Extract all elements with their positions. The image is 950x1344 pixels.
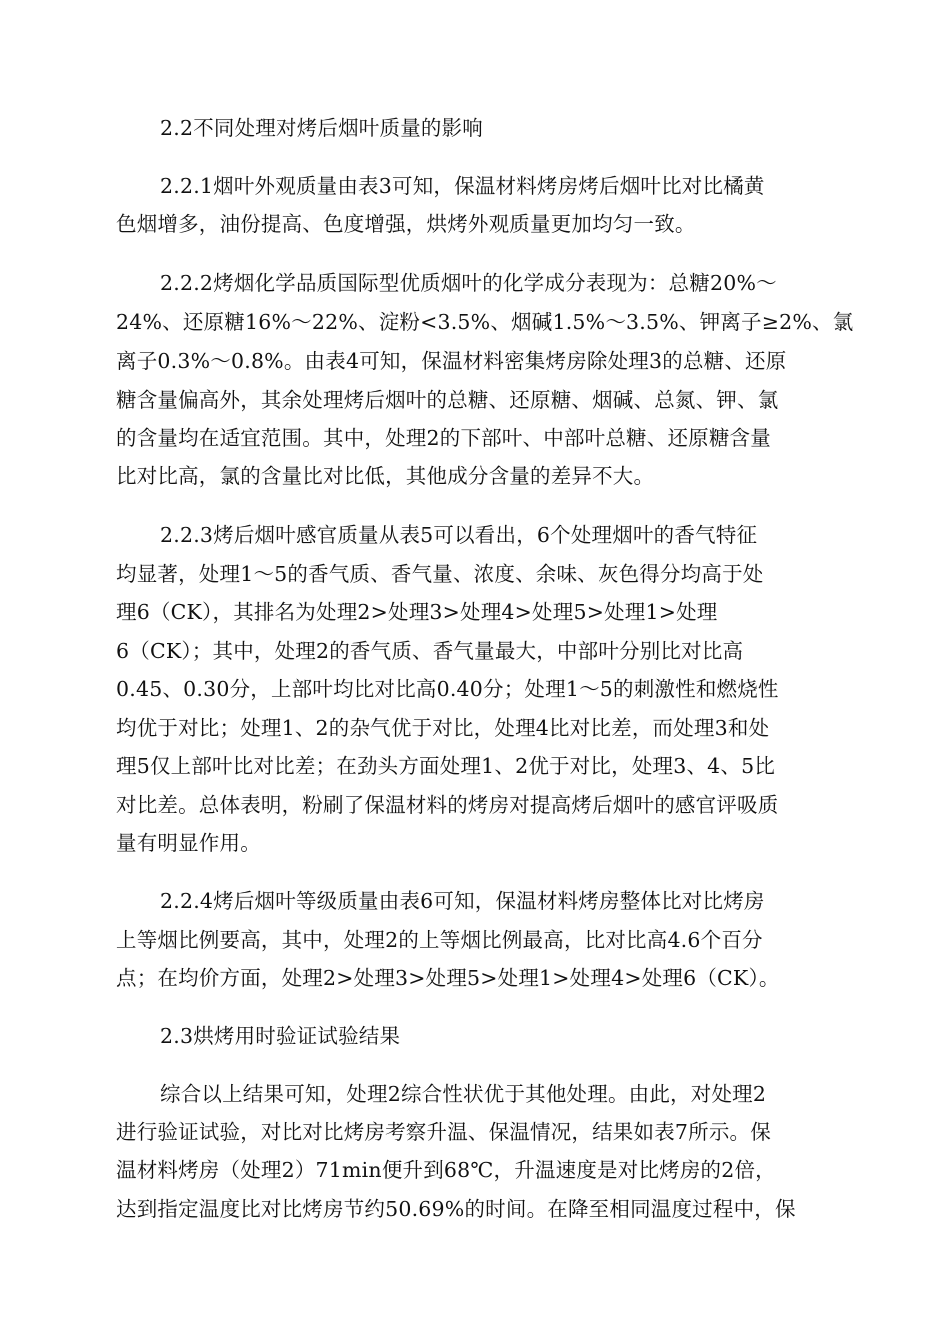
paragraph-line: 6（CK）；其中，处理2的香气质、香气量最大，中部叶分别比对比高: [116, 639, 744, 663]
paragraph-line: 均显著，处理1～5的香气质、香气量、浓度、余味、灰色得分均高于处: [116, 562, 764, 586]
paragraph-line: 离子0.3%～0.8%。由表4可知，保温材料密集烤房除处理3的总糖、还原: [116, 349, 787, 373]
section-heading-2-3: 2.3烘烤用时验证试验结果: [160, 1024, 401, 1048]
paragraph-line: 综合以上结果可知，处理2综合性状优于其他处理。由此，对处理2: [160, 1082, 767, 1106]
paragraph-line: 达到指定温度比对比烤房节约50.69%的时间。在降至相同温度过程中，保: [116, 1197, 796, 1221]
paragraph-line: 量有明显作用。: [116, 831, 261, 855]
paragraph-line: 2.2.1烟叶外观质量由表3可知，保温材料烤房烤后烟叶比对比橘黄: [160, 174, 765, 198]
paragraph-line: 上等烟比例要高，其中，处理2的上等烟比例最高，比对比高4.6个百分: [116, 928, 763, 952]
paragraph-line: 0.45、0.30分，上部叶均比对比高0.40分；处理1～5的刺激性和燃烧性: [116, 677, 779, 701]
paragraph-line: 的含量均在适宜范围。其中，处理2的下部叶、中部叶总糖、还原糖含量: [116, 426, 771, 450]
paragraph-line: 2.2.3烤后烟叶感官质量从表5可以看出，6个处理烟叶的香气特征: [160, 523, 758, 547]
paragraph-line: 24%、还原糖16%～22%、淀粉<3.5%、烟碱1.5%～3.5%、钾离子≥2%、氯: [116, 310, 854, 334]
paragraph-line: 理5仅上部叶比对比差；在劲头方面处理1、2优于对比，处理3、4、5比: [116, 754, 776, 778]
paragraph-line: 糖含量偏高外，其余处理烤后烟叶的总糖、还原糖、烟碱、总氮、钾、氯: [116, 388, 779, 412]
paragraph-line: 理6（CK），其排名为处理2>处理3>处理4>处理5>处理1>处理: [116, 600, 718, 624]
paragraph-line: 温材料烤房（处理2）71min便升到68℃，升温速度是对比烤房的2倍，: [116, 1158, 776, 1182]
section-heading-2-2: 2.2不同处理对烤后烟叶质量的影响: [160, 116, 484, 140]
paragraph-line: 色烟增多，油份提高、色度增强，烘烤外观质量更加均匀一致。: [116, 212, 696, 236]
paragraph-line: 进行验证试验，对比对比烤房考察升温、保温情况，结果如表7所示。保: [116, 1120, 771, 1144]
paragraph-line: 点；在均价方面，处理2>处理3>处理5>处理1>处理4>处理6（CK）。: [116, 966, 780, 990]
paragraph-line: 2.2.2烤烟化学品质国际型优质烟叶的化学成分表现为：总糖20%～: [160, 271, 777, 295]
paragraph-line: 均优于对比；处理1、2的杂气优于对比，处理4比对比差，而处理3和处: [116, 716, 770, 740]
paragraph-line: 比对比高，氯的含量比对比低，其他成分含量的差异不大。: [116, 464, 655, 488]
paragraph-line: 2.2.4烤后烟叶等级质量由表6可知，保温材料烤房整体比对比烤房: [160, 889, 765, 913]
paragraph-line: 对比差。总体表明，粉刷了保温材料的烤房对提高烤后烟叶的感官评吸质: [116, 793, 779, 817]
